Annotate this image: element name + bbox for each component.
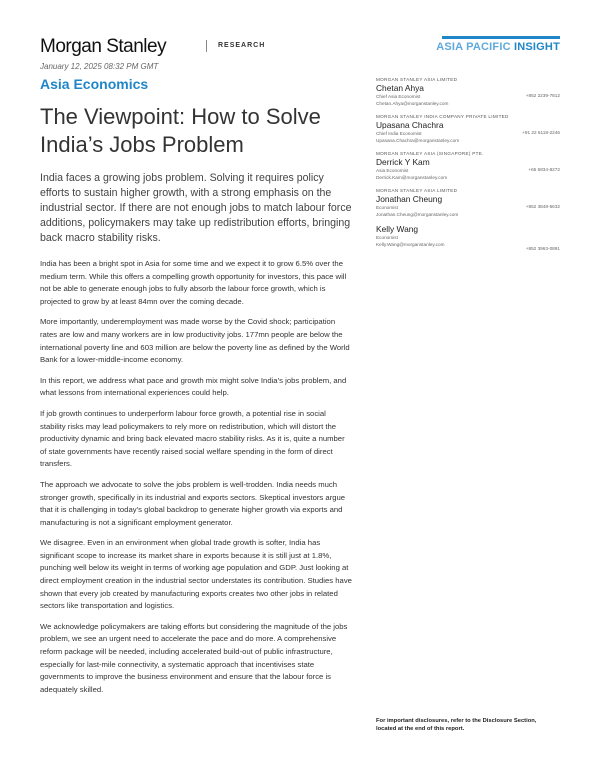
series-accent-bar bbox=[442, 36, 560, 39]
report-body bbox=[40, 258, 352, 704]
analyst-title: Chief India Economist bbox=[376, 131, 422, 136]
header-divider bbox=[206, 40, 207, 52]
analyst-phone: +65 6834-8272 bbox=[528, 167, 560, 172]
research-label: RESEARCH bbox=[218, 42, 266, 49]
analyst-org: MORGAN STANLEY ASIA (SINGAPORE) PTE. bbox=[376, 151, 484, 156]
analyst-org: MORGAN STANLEY INDIA COMPANY PRIVATE LIMITED bbox=[376, 114, 509, 119]
analyst-org: MORGAN STANLEY ASIA LIMITED bbox=[376, 77, 458, 82]
analyst-contacts bbox=[376, 76, 560, 252]
publication-date: January 12, 2025 08:32 PM GMT bbox=[40, 62, 159, 71]
analyst-name: Kelly Wang bbox=[376, 224, 419, 234]
report-title: The Viewpoint: How to Solve India’s Jobs Problem bbox=[40, 104, 321, 157]
body-paragraph: More importantly, underemployment was made worse by the Covid shock; participation rates are low and many workers are in low productivity jobs. 177mn people are below the international poverty line and 603 million are below the poverty line as defined by the World Bank for a lower-middle-income economy. bbox=[40, 317, 350, 365]
analyst-contact bbox=[376, 76, 560, 106]
analyst-name: Upasana Chachra bbox=[376, 120, 444, 130]
analyst-email[interactable]: Chetan.Ahya@morganstanley.com bbox=[376, 101, 449, 106]
report-category: Asia Economics bbox=[40, 76, 149, 92]
analyst-title: Economist bbox=[376, 205, 398, 210]
analyst-phone: +852 3963-0891 bbox=[525, 246, 560, 251]
analyst-name: Jonathan Cheung bbox=[376, 194, 443, 204]
body-paragraph: The approach we advocate to solve the jobs problem is well-trodden. India needs much stronger growth, specifically in its industrial and exports sectors. Skeptical investors argue that it is challenging in today’s global backdrop to generate higher growth via exports and manufacturing is not a significant employment generator. bbox=[40, 479, 346, 527]
analyst-phone: +852 3848-5632 bbox=[525, 204, 560, 209]
series-name-part2: INSIGHT bbox=[513, 41, 560, 53]
analyst-contact bbox=[376, 224, 560, 252]
series-name bbox=[436, 41, 560, 53]
body-paragraph: In this report, we address what pace and growth mix might solve India’s jobs problem, and what lessons from international experiences could help. bbox=[40, 375, 347, 398]
body-paragraph: If job growth continues to underperform labour force growth, a potential rise in social stability risks may lead policymakers to rely more on redistribution, which will distort the productivity dynamic and bring back elevated macro stability risks. As it is, quite a number of state governments have recently raised social welfare spending in the form of direct transfers. bbox=[40, 408, 345, 469]
analyst-title: Economist bbox=[376, 235, 398, 240]
analyst-name: Derrick Y Kam bbox=[376, 157, 430, 167]
analyst-contact bbox=[376, 150, 560, 180]
report-summary: India faces a growing jobs problem. Solving it requires policy efforts to sustain higher growth, with a strong emphasis on the industrial sector. If there are not enough jobs to match labour force additions, policymakers may take up redistribution efforts, bringing back macro stability risks. bbox=[40, 172, 352, 244]
analyst-title: Chief Asia Economist bbox=[376, 94, 421, 99]
analyst-email[interactable]: Derrick.Kam@morganstanley.com bbox=[376, 175, 448, 180]
disclosure-note: For important disclosures, refer to the Disclosure Section, located at the end of this report. bbox=[376, 718, 537, 732]
body-paragraph: We acknowledge policymakers are taking efforts but considering the magnitude of the jobs problem, we see an urgent need to accelerate the pace and do more. A comprehensive reform package will be needed, including accelerated build-out of public infrastructure, especially for last-mile connectivity, a systematic approach that incentivises state governments to improve the business environment and ensure that the labour force is adequately skilled. bbox=[40, 621, 348, 694]
body-paragraph: India has been a bright spot in Asia for some time and we expect it to grow 6.5% over the medium term. While this offers a compelling growth opportunity for investors, this pace will not be able to generate enough jobs to fully absorb the labour force growth, which is projected to grow by at least 84mn over the coming decade. bbox=[40, 259, 347, 306]
analyst-phone: +852 2239-7812 bbox=[525, 93, 560, 98]
analyst-email[interactable]: Upasana.Chachra@morganstanley.com bbox=[376, 138, 460, 143]
analyst-email[interactable]: Jonathan.Cheung@morganstanley.com bbox=[376, 212, 459, 217]
analyst-email[interactable]: Kelly.Wang@morganstanley.com bbox=[376, 242, 445, 247]
analyst-name: Chetan Ahya bbox=[376, 83, 424, 93]
morgan-stanley-logo: Morgan Stanley bbox=[40, 36, 167, 57]
analyst-title: Asia Economist bbox=[376, 168, 409, 173]
analyst-org: MORGAN STANLEY ASIA LIMITED bbox=[376, 188, 458, 193]
series-name-part1: ASIA PACIFIC bbox=[436, 41, 511, 53]
analyst-contact bbox=[376, 187, 560, 217]
body-paragraph: We disagree. Even in an environment when global trade growth is softer, India has significant scope to increase its market share in exports because it is still just at 1.8%, punching well below its weight in terms of working age population and GDP. Just looking at direct employment creation in the industrial sector understates its contribution. Studies have shown that every job created by manufacturing exports creates two other jobs in related sectors like transportation and logistics. bbox=[40, 538, 352, 611]
analyst-contact bbox=[376, 113, 560, 143]
analyst-phone: +91 22 6118-2246 bbox=[522, 130, 560, 135]
